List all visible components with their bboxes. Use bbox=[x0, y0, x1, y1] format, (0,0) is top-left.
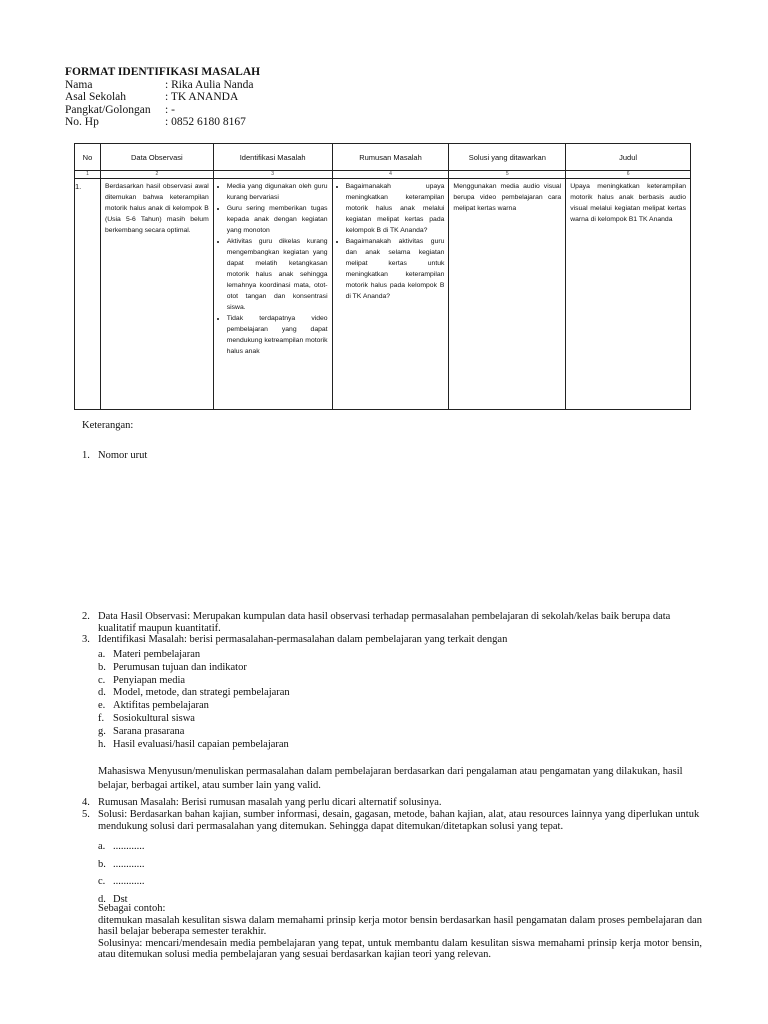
note-item-3 bbox=[82, 634, 702, 646]
sublist-text: Aktifitas pembelajaran bbox=[113, 700, 209, 712]
rumusan-item: • Bagaimanakah upaya meningkatkan keterampilan motorik halus anak melalui kegiatan melipat kertas pada kelompok B di TK Ananda? bbox=[346, 181, 445, 236]
header-value: : 0852 6180 8167 bbox=[165, 116, 246, 128]
sublist-text: Dst bbox=[113, 893, 128, 905]
sublist-letter: d. bbox=[98, 687, 106, 699]
note-text: Identifikasi Masalah: berisi permasalahan-permasalahan dalam pembelajaran yang terkait dengan bbox=[98, 634, 508, 645]
sublist-text: Penyiapan media bbox=[113, 674, 186, 686]
header-row-no-hp bbox=[65, 116, 260, 129]
header-value: : - bbox=[165, 103, 175, 116]
sublist-text: Sarana prasarana bbox=[113, 725, 185, 737]
contoh-title: Sebagai contoh: bbox=[98, 903, 166, 914]
cell-data-observasi: Berdasarkan hasil observasi awal ditemukan bahwa keterampilan motorik halus anak di kelompok B (Usia 5-6 Tahun) masih belum berkembang secara optimal. bbox=[100, 179, 213, 410]
header-label: No. Hp bbox=[65, 116, 99, 128]
cell-judul: Upaya meningkatkan keterampilan motorik halus anak berbasis audio visual melalui kegiatan melipat kertas warna di kelompok B1 TK Ananda bbox=[566, 179, 691, 410]
identifikasi-item: • Guru sering memberikan tugas kepada anak dengan kegiatan yang monoton bbox=[227, 203, 328, 236]
sublist-text: ............ bbox=[113, 841, 145, 852]
sublist-letter: a. bbox=[98, 841, 106, 852]
note-number: 5. bbox=[82, 809, 90, 820]
header-label: Pangkat/Golongan bbox=[65, 103, 151, 116]
col-header-solusi: Solusi yang ditawarkan bbox=[449, 144, 566, 171]
observation-table bbox=[74, 143, 691, 410]
header-value: : TK ANANDA bbox=[165, 91, 239, 103]
header-row-asal-sekolah bbox=[65, 91, 260, 104]
rumusan-item: • Bagaimanakah aktivitas guru dan anak selama kegiatan melipat kertas untuk meningkatkan keterampilan motorik halus pada kelompok B di TK Ananda? bbox=[346, 236, 445, 302]
column-number-row bbox=[75, 171, 691, 179]
sublist-item bbox=[98, 739, 618, 752]
sublist-text: Materi pembelajaran bbox=[113, 649, 201, 660]
sublist-text: Hasil evaluasi/hasil capaian pembelajaran bbox=[113, 738, 289, 750]
sublist-letter: e. bbox=[98, 700, 106, 712]
sublist-text: ............ bbox=[113, 876, 145, 887]
contoh-solusi-paragraph: Solusinya: mencari/mendesain media pembelajaran yang tepat, untuk membantu dalam kesulitan siswa memahami prinsip kerja motor bensin, atau ditemukan solusi media pembelajaran yang sesuai berdasarkan kajian teori yang relevan. bbox=[98, 937, 702, 960]
sublist-item bbox=[98, 856, 398, 874]
solusi-sublist bbox=[98, 838, 398, 908]
contoh-paragraph: ditemukan masalah kesulitan siswa dalam memahami prinsip kerja motor bensin berdasarkan hasil pengamatan dalam proses pembelajaran dan hasil belajar beberapa semester terakhir. bbox=[98, 914, 702, 937]
sublist-letter: h. bbox=[98, 738, 106, 750]
sublist-item bbox=[98, 662, 618, 675]
sublist-letter: f. bbox=[98, 712, 105, 724]
note-number: 2. bbox=[82, 611, 90, 622]
column-number: 3 bbox=[213, 171, 332, 179]
col-header-identifikasi: Identifikasi Masalah bbox=[213, 144, 332, 171]
col-header-judul: Judul bbox=[566, 144, 691, 171]
header-row-nama bbox=[65, 79, 260, 92]
note-text: Nomor urut bbox=[98, 450, 148, 461]
note-text: Data Hasil Observasi: Merupakan kumpulan data hasil observasi terhadap permasalahan pembelajaran di sekolah/kelas baik berupa data kualitatif maupun kuantitatif. bbox=[98, 611, 671, 634]
note-number: 4. bbox=[82, 797, 90, 808]
cell-identifikasi bbox=[213, 179, 332, 410]
column-number: 6 bbox=[566, 171, 691, 179]
sublist-text: ............ bbox=[113, 858, 145, 870]
sublist-letter: d. bbox=[98, 893, 106, 905]
table-row bbox=[75, 179, 691, 410]
sublist-letter: a. bbox=[98, 649, 106, 660]
contoh-block bbox=[98, 903, 702, 961]
document-header bbox=[65, 66, 260, 129]
note-text: Solusi: Berdasarkan bahan kajian, sumber informasi, desain, gagasan, metode, bahan kajian, alat, atau resources lainnya yang diperlukan untuk mendukung solusi dari permasalahan yang ditemukan. Sehingga dapat ditemukan/ditetapkan solusi yang tepat. bbox=[98, 809, 700, 832]
sublist-text: Sosiokultural siswa bbox=[113, 712, 195, 724]
note-number: 1. bbox=[82, 450, 90, 461]
note-item-4 bbox=[82, 797, 702, 809]
note-text: Rumusan Masalah: Berisi rumusan masalah yang perlu dicari alternatif solusinya. bbox=[98, 797, 442, 808]
sublist-item bbox=[98, 726, 618, 739]
cell-solusi: Menggunakan media audio visual berupa video pembelajaran cara melipat kertas warna bbox=[449, 179, 566, 410]
sublist-text: Model, metode, dan strategi pembelajaran bbox=[113, 687, 290, 699]
document-title: FORMAT IDENTIFIKASI MASALAH bbox=[65, 66, 261, 78]
sublist-item bbox=[98, 675, 618, 688]
note-item-1 bbox=[82, 450, 702, 462]
note-number: 3. bbox=[82, 634, 90, 645]
sublist-text: Perumusan tujuan dan indikator bbox=[113, 661, 247, 673]
header-row-pangkat bbox=[65, 104, 260, 117]
col-header-no: No bbox=[75, 144, 101, 171]
keterangan-heading: Keterangan: bbox=[82, 420, 134, 431]
column-number: 4 bbox=[332, 171, 449, 179]
identifikasi-sublist bbox=[98, 649, 618, 751]
identifikasi-item: • Aktivitas guru dikelas kurang mengembangkan kegiatan yang dapat melatih ketangkasan motorik halus anak sehingga lemahnya koordinasi mata, otot-otot tangan dan konsentrasi siswa. bbox=[227, 236, 328, 313]
sublist-item bbox=[98, 700, 618, 713]
sublist-letter: b. bbox=[98, 661, 106, 673]
header-label: Asal Sekolah bbox=[65, 91, 127, 103]
sublist-letter: g. bbox=[98, 725, 106, 737]
cell-no: 1. bbox=[75, 179, 101, 410]
column-number: 5 bbox=[449, 171, 566, 179]
column-number: 1 bbox=[75, 171, 101, 179]
col-header-rumusan: Rumusan Masalah bbox=[332, 144, 449, 171]
cell-rumusan bbox=[332, 179, 449, 410]
identifikasi-item: • Media yang digunakan oleh guru kurang bervariasi bbox=[227, 181, 328, 203]
sublist-item bbox=[98, 687, 618, 700]
identifikasi-item: • Tidak terdapatnya video pembelajaran yang dapat mendukung ketreampilan motorik halus anak bbox=[227, 313, 328, 357]
sublist-letter: c. bbox=[98, 876, 106, 887]
col-header-data-observasi: Data Observasi bbox=[100, 144, 213, 171]
header-value: : Rika Aulia Nanda bbox=[165, 78, 254, 91]
note-item-5 bbox=[82, 809, 702, 833]
header-label: Nama bbox=[65, 78, 93, 91]
table-header-row bbox=[75, 144, 691, 171]
mahasiswa-paragraph: Mahasiswa Menyusun/menuliskan permasalahan dalam pembelajaran berdasarkan dari pengalaman atau pengamatan yang dilakukan, hasil belajar, berbagai artikel, atau sumber lain yang valid. bbox=[98, 766, 683, 791]
sublist-item bbox=[98, 649, 618, 662]
sublist-letter: b. bbox=[98, 858, 106, 870]
sublist-letter: c. bbox=[98, 674, 106, 686]
sublist-item bbox=[98, 873, 398, 891]
sublist-item bbox=[98, 713, 618, 726]
sublist-item bbox=[98, 838, 398, 856]
column-number: 2 bbox=[100, 171, 213, 179]
note-item-2 bbox=[82, 611, 702, 634]
